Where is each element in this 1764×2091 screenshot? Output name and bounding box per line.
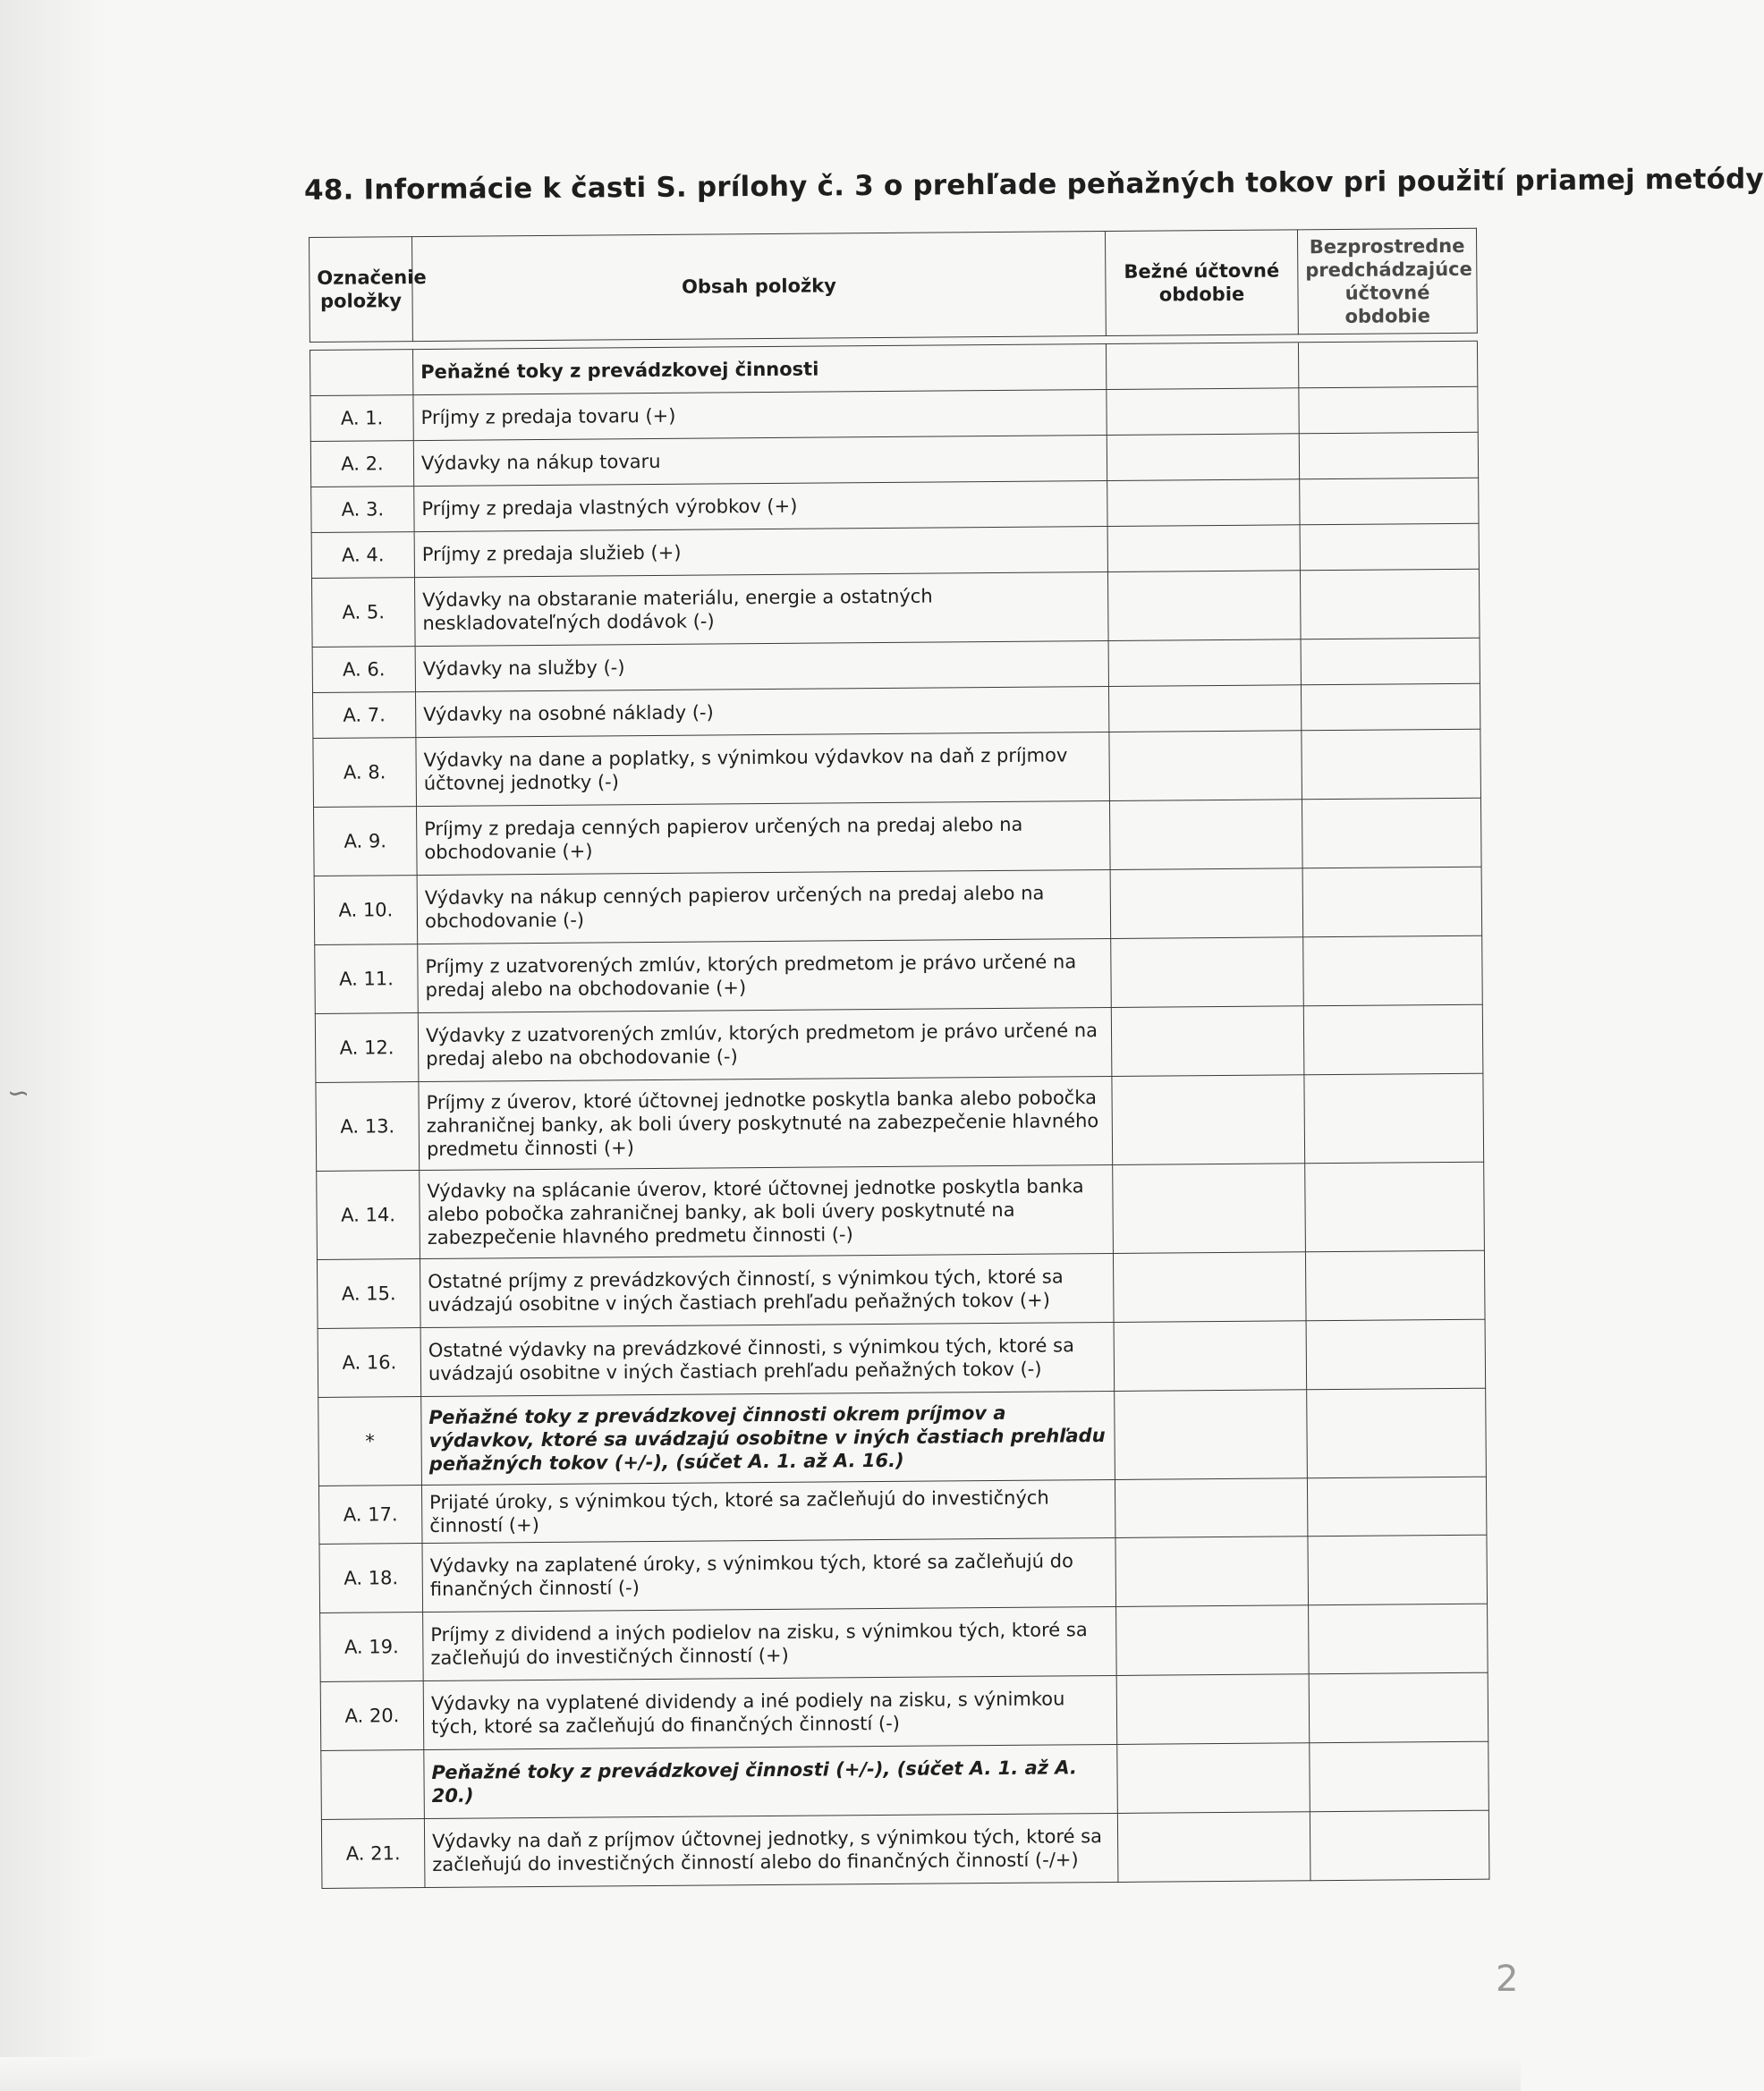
current-period-cell[interactable] [1115,1390,1308,1480]
row-content: Ostatné výdavky na prevádzkové činnosti, s výnimkou tých, ktoré sa uvádzajú osobitne v iných častiach prehľadu peňažných tokov (-) [420,1322,1115,1396]
prior-period-cell[interactable] [1300,523,1479,571]
scan-left-shadow [0,0,107,2091]
current-period-cell[interactable] [1115,1537,1309,1607]
prior-period-cell[interactable] [1310,1741,1489,1812]
current-period-cell[interactable] [1117,1743,1310,1814]
prior-period-cell[interactable] [1305,1250,1485,1321]
table-row [311,569,1480,647]
row-code: A. 12. [315,1013,419,1083]
row-content: Príjmy z dividend a iných podielov na zisku, s výnimkou tých, ktoré sa začleňujú do investičných činností (+) [423,1606,1117,1680]
prior-period-cell[interactable] [1307,1388,1487,1478]
current-period-cell[interactable] [1112,1075,1305,1165]
row-code: A. 8. [313,738,417,808]
row-code: A. 2. [310,441,413,487]
table-row [313,729,1481,807]
row-content: Príjmy z predaja tovaru (+) [413,390,1107,441]
prior-period-cell[interactable] [1309,1672,1488,1743]
row-code: A. 3. [311,487,414,533]
row-content: Výdavky na dane a poplatky, s výnimkou výdavkov na daň z príjmov účtovnej jednotky (-) [416,732,1110,806]
row-code: A. 21. [321,1819,425,1889]
row-content: Prijaté úroky, s výnimkou tých, ktoré sa začleňujú do investičných činností (+) [421,1479,1115,1543]
row-content: Príjmy z predaja vlastných výrobkov (+) [414,480,1107,531]
row-content: Príjmy z predaja cenných papierov určených na predaj alebo na obchodovanie (+) [417,800,1111,875]
row-code: A. 19. [320,1613,424,1682]
row-content: Výdavky na obstaranie materiálu, energie a ostatných neskladovateľných dodávok (-) [414,571,1108,646]
row-content: Príjmy z úverov, ktoré účtovnej jednotke poskytla banka alebo pobočka zahraničnej banky, ak boli úvery poskytnuté na zabezpečenie hlavného predmetu činnosti (+) [419,1076,1113,1170]
row-code: A. 14. [317,1171,420,1260]
row-content: Výdavky na osobné náklady (-) [415,686,1108,737]
table-row [317,1162,1485,1259]
row-content: Výdavky na zaplatené úroky, s výnimkou tých, ktoré sa začleňujú do finančných činností (-) [422,1537,1116,1612]
prior-period-cell[interactable] [1303,1004,1483,1075]
table-row [317,1250,1485,1328]
current-period-cell[interactable] [1107,571,1301,641]
row-code [310,350,412,396]
prior-period-cell[interactable] [1302,867,1482,937]
row-content: Ostatné príjmy z prevádzkových činností, s výnimkou tých, ktoré sa uvádzajú osobitne v iných častiach prehľadu peňažných tokov (+) [420,1253,1114,1327]
row-content: Peňažné toky z prevádzkovej činnosti okrem príjmov a výdavkov, ktoré sa uvádzajú osobitne v iných častiach prehľadu peňažných tokov (+/-), (súčet A. 1. až A. 16.) [421,1391,1115,1485]
table-row [319,1535,1488,1613]
row-code: A. 11. [315,944,419,1014]
current-period-cell[interactable] [1107,479,1300,527]
current-period-cell[interactable] [1109,800,1302,870]
scan-bottom-edge [0,2057,1521,2091]
subtotal-row [318,1388,1487,1486]
current-period-cell[interactable] [1107,525,1300,572]
page-title: 48. Informácie k časti S. prílohy č. 3 o prehľade peňažných tokov pri použití priamej metódy [303,163,1764,207]
current-period-cell[interactable] [1113,1164,1306,1254]
row-code: A. 15. [317,1259,420,1329]
table-row [321,1810,1489,1888]
row-content: Výdavky na nákup cenných papierov určených na predaj alebo na obchodovanie (-) [417,869,1111,944]
table-row [314,867,1482,944]
row-content: Peňažné toky z prevádzkovej činnosti [412,344,1106,395]
subtotal-row [321,1741,1489,1819]
current-period-cell[interactable] [1114,1321,1307,1392]
table-row [320,1604,1488,1681]
row-content: Príjmy z predaja služieb (+) [414,526,1107,577]
prior-period-cell[interactable] [1308,1535,1488,1605]
row-code: A. 9. [314,807,418,876]
current-period-cell[interactable] [1108,685,1301,732]
prior-period-cell[interactable] [1299,432,1478,479]
prior-period-cell[interactable] [1307,1477,1487,1537]
cash-flow-table [309,228,1489,1889]
prior-period-cell[interactable] [1299,386,1478,434]
prior-period-cell[interactable] [1303,935,1483,1006]
row-content: Výdavky na daň z príjmov účtovnej jednotky, s výnimkou tých, ktoré sa začleňujú do investičných činností alebo do finančných činností (-/+) [424,1813,1118,1887]
cash-flow-sheet [309,228,1488,1889]
prior-period-cell[interactable] [1300,569,1480,639]
table-body [310,341,1488,1888]
current-period-cell[interactable] [1110,868,1303,939]
row-code: A. 10. [314,876,418,945]
prior-period-cell[interactable] [1302,729,1481,800]
table-row [314,798,1482,876]
current-period-cell[interactable] [1117,1812,1310,1883]
current-period-cell[interactable] [1106,343,1298,390]
row-content: Peňažné toky z prevádzkovej činnosti (+/-), (súčet A. 1. až A. 20.) [424,1744,1118,1818]
row-content: Výdavky na služby (-) [415,640,1108,691]
prior-period-cell[interactable] [1301,638,1480,685]
row-content: Výdavky z uzatvorených zmlúv, ktorých predmetom je právo určené na predaj alebo na obchodovanie (-) [418,1007,1112,1081]
current-period-cell[interactable] [1109,731,1302,801]
current-period-cell[interactable] [1111,1006,1304,1077]
table-header-row [310,228,1478,342]
table-row [315,1004,1483,1082]
prior-period-cell[interactable] [1309,1604,1488,1674]
current-period-cell[interactable] [1113,1252,1306,1323]
page-number: 2 [1496,1959,1519,2000]
current-period-cell[interactable] [1115,1478,1308,1538]
prior-period-cell[interactable] [1300,478,1479,525]
row-code: A. 13. [316,1082,420,1172]
current-period-cell[interactable] [1116,1605,1310,1676]
current-period-cell[interactable] [1108,639,1301,687]
prior-period-cell[interactable] [1301,683,1480,731]
current-period-cell[interactable] [1107,388,1299,436]
header-code: Označenie položky [310,237,413,343]
row-code: A. 16. [318,1328,421,1398]
header-content: Obsah položky [412,232,1107,342]
table-row [320,1672,1488,1750]
table-row [315,935,1483,1013]
current-period-cell[interactable] [1116,1674,1310,1745]
header-current-period: Bežné účtovné obdobie [1105,230,1298,336]
row-code: A. 5. [311,578,415,648]
prior-period-cell[interactable] [1306,1319,1486,1390]
row-content: Výdavky na vyplatené dividendy a iné podiely na zisku, s výnimkou tých, ktoré sa začleňujú do finančných činností (-) [423,1675,1117,1749]
table-row [318,1477,1486,1544]
prior-period-cell[interactable] [1302,798,1481,868]
row-code: A. 6. [312,647,415,693]
row-content: Výdavky na splácanie úverov, ktoré účtovnej jednotke poskytla banka alebo pobočka zahraničnej banky, ak boli úvery poskytnuté na zabezpečenie hlavného predmetu činnosti (-) [420,1164,1114,1258]
row-code: A. 4. [311,532,414,579]
row-content: Výdavky na nákup tovaru [413,435,1107,486]
row-code: A. 7. [313,692,416,739]
row-content: Príjmy z uzatvorených zmlúv, ktorých predmetom je právo určené na predaj alebo na obchodovanie (+) [418,938,1112,1012]
prior-period-cell[interactable] [1310,1810,1489,1881]
row-code: A. 1. [310,395,413,442]
prior-period-cell[interactable] [1304,1073,1484,1164]
row-code: A. 18. [319,1544,423,1613]
header-prior-period: Bezprostredne predchádzajúce účtovné obdobie [1297,228,1477,334]
current-period-cell[interactable] [1107,434,1299,481]
margin-pencil-mark: ∽ [7,1078,30,1109]
current-period-cell[interactable] [1111,937,1304,1008]
row-code: A. 17. [318,1486,422,1545]
table-row [316,1073,1484,1171]
prior-period-cell[interactable] [1298,341,1477,388]
row-code: A. 20. [320,1681,424,1751]
row-code [321,1750,425,1820]
table-row [318,1319,1486,1397]
prior-period-cell[interactable] [1305,1162,1485,1252]
row-code: * [318,1397,422,1486]
